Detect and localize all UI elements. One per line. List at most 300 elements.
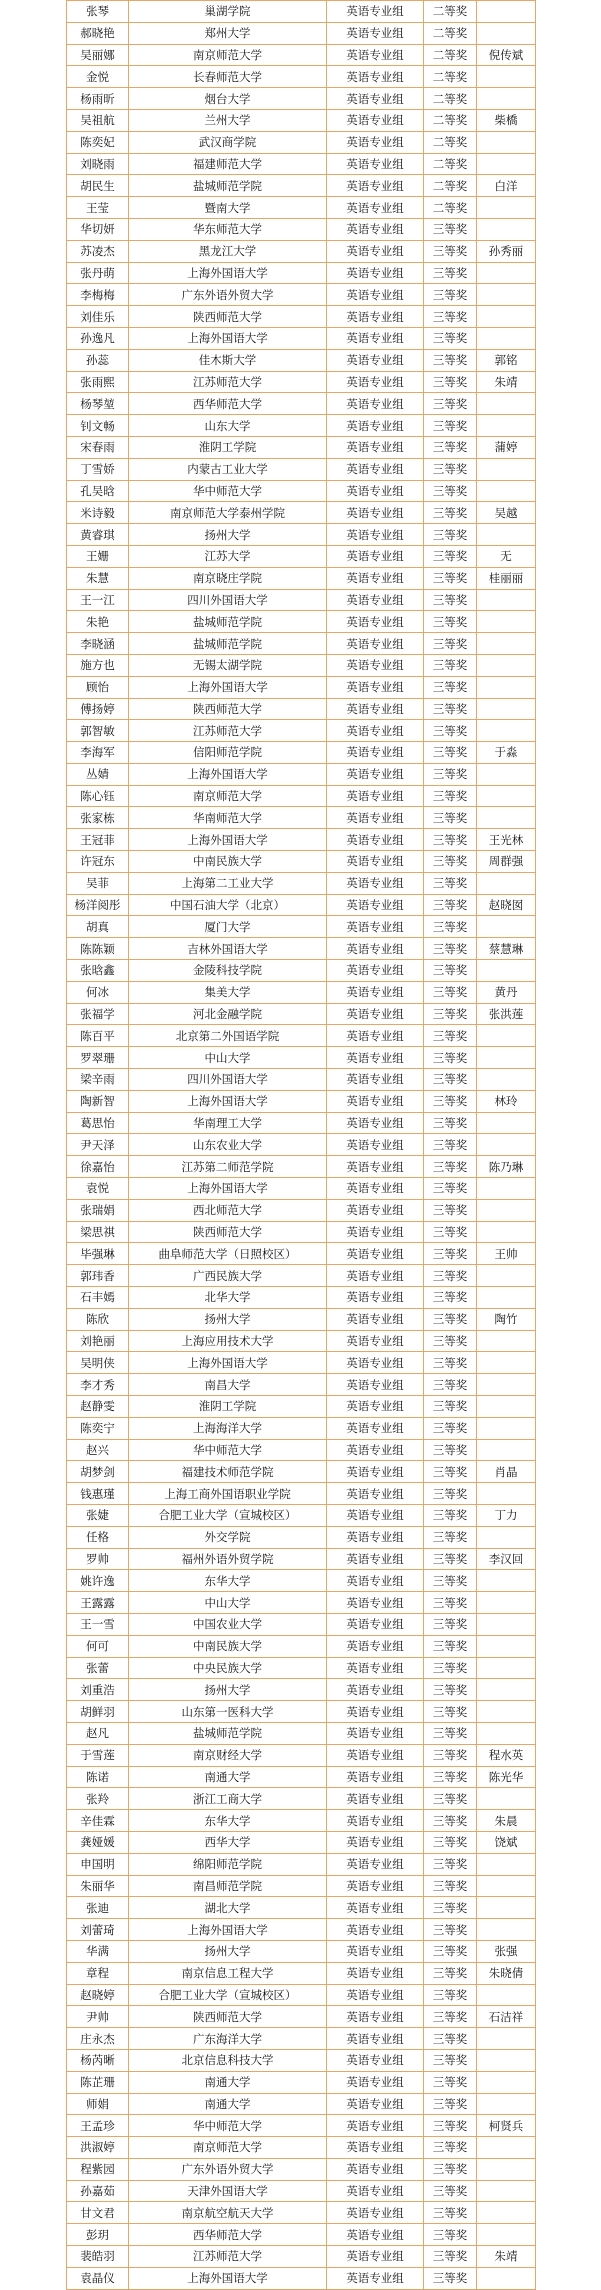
table-row [67,785,536,807]
table-row [67,393,536,415]
group-cell: 英语专业组 [327,894,424,916]
school-cell: 佳木斯大学 [129,349,327,371]
prize-cell: 三等奖 [424,1657,477,1679]
prize-cell: 三等奖 [424,960,477,982]
group-cell: 英语专业组 [327,851,424,873]
group-cell: 英语专业组 [327,109,424,131]
teacher-cell [477,2028,536,2050]
school-cell: 巢湖学院 [129,1,327,23]
group-cell: 英语专业组 [327,1265,424,1287]
winner-name-cell: 陶新智 [67,1090,129,1112]
school-cell: 华中师范大学 [129,2115,327,2137]
teacher-cell [477,415,536,437]
winner-name-cell: 梁思祺 [67,1221,129,1243]
school-cell: 南通大学 [129,2071,327,2093]
winner-name-cell: 任格 [67,1526,129,1548]
prize-cell: 三等奖 [424,2071,477,2093]
prize-cell: 三等奖 [424,2202,477,2224]
winner-name-cell: 赵凡 [67,1722,129,1744]
table-row [67,567,536,589]
prize-cell: 三等奖 [424,1875,477,1897]
winner-name-cell: 张福学 [67,1003,129,1025]
award-table-body [67,1,536,2290]
school-cell: 江苏第二师范学院 [129,1156,327,1178]
group-cell: 英语专业组 [327,1635,424,1657]
group-cell: 英语专业组 [327,742,424,764]
school-cell: 上海外国语大学 [129,763,327,785]
school-cell: 无锡太湖学院 [129,654,327,676]
group-cell: 英语专业组 [327,2071,424,2093]
prize-cell: 三等奖 [424,1352,477,1374]
school-cell: 广西民族大学 [129,1265,327,1287]
group-cell: 英语专业组 [327,524,424,546]
table-row [67,240,536,262]
table-row [67,938,536,960]
table-row [67,1526,536,1548]
winner-name-cell: 张雨熙 [67,371,129,393]
prize-cell: 三等奖 [424,2049,477,2071]
table-row [67,1134,536,1156]
school-cell: 中央民族大学 [129,1657,327,1679]
table-row [67,2093,536,2115]
prize-cell: 三等奖 [424,2093,477,2115]
winner-name-cell: 梁辛雨 [67,1069,129,1091]
school-cell: 江苏师范大学 [129,371,327,393]
group-cell: 英语专业组 [327,197,424,219]
winner-name-cell: 彭玥 [67,2224,129,2246]
school-cell: 南京师范大学泰州学院 [129,502,327,524]
winner-name-cell: 陈奕宁 [67,1417,129,1439]
winner-name-cell: 洪淑婷 [67,2137,129,2159]
prize-cell: 三等奖 [424,240,477,262]
table-row [67,1831,536,1853]
table-row [67,589,536,611]
winner-name-cell: 尹帅 [67,2006,129,2028]
group-cell: 英语专业组 [327,2028,424,2050]
teacher-cell: 朱靖 [477,2246,536,2268]
winner-name-cell: 郭玮香 [67,1265,129,1287]
winner-name-cell: 陈欣 [67,1308,129,1330]
group-cell: 英语专业组 [327,480,424,502]
winner-name-cell: 杨雨昕 [67,88,129,110]
prize-cell: 三等奖 [424,981,477,1003]
winner-name-cell: 刘蕾琦 [67,1919,129,1941]
school-cell: 上海外国语大学 [129,262,327,284]
prize-cell: 二等奖 [424,88,477,110]
table-row [67,306,536,328]
table-row [67,2267,536,2289]
school-cell: 福建技术师范学院 [129,1461,327,1483]
prize-cell: 三等奖 [424,742,477,764]
table-row [67,1330,536,1352]
winner-name-cell: 米诗毅 [67,502,129,524]
table-row [67,2071,536,2093]
group-cell: 英语专业组 [327,284,424,306]
school-cell: 上海外国语大学 [129,1090,327,1112]
school-cell: 陕西师范大学 [129,698,327,720]
table-row [67,1374,536,1396]
winner-name-cell: 吴明侠 [67,1352,129,1374]
teacher-cell [477,1287,536,1309]
table-row [67,1352,536,1374]
winner-name-cell: 宋春雨 [67,436,129,458]
group-cell: 英语专业组 [327,698,424,720]
group-cell: 英语专业组 [327,567,424,589]
teacher-cell [477,524,536,546]
prize-cell: 三等奖 [424,2158,477,2180]
school-cell: 南昌大学 [129,1374,327,1396]
group-cell: 英语专业组 [327,2180,424,2202]
group-cell: 英语专业组 [327,676,424,698]
table-row [67,480,536,502]
school-cell: 厦门大学 [129,916,327,938]
group-cell: 英语专业组 [327,1962,424,1984]
group-cell: 英语专业组 [327,763,424,785]
school-cell: 广东外语外贸大学 [129,2158,327,2180]
school-cell: 东华大学 [129,1570,327,1592]
table-row [67,545,536,567]
teacher-cell: 王帅 [477,1243,536,1265]
winner-name-cell: 刘佳乐 [67,306,129,328]
table-row [67,2006,536,2028]
winner-name-cell: 孔吴晗 [67,480,129,502]
winner-name-cell: 毕强琳 [67,1243,129,1265]
prize-cell: 二等奖 [424,44,477,66]
prize-cell: 三等奖 [424,502,477,524]
table-row [67,1003,536,1025]
table-row [67,1265,536,1287]
teacher-cell: 于淼 [477,742,536,764]
teacher-cell: 孙秀丽 [477,240,536,262]
winner-name-cell: 张丹萌 [67,262,129,284]
prize-cell: 三等奖 [424,1613,477,1635]
group-cell: 英语专业组 [327,22,424,44]
prize-cell: 三等奖 [424,1788,477,1810]
group-cell: 英语专业组 [327,327,424,349]
table-row [67,2246,536,2268]
school-cell: 淮阴工学院 [129,436,327,458]
school-cell: 南京师范大学 [129,2137,327,2159]
table-row [67,22,536,44]
school-cell: 上海工商外国语职业学院 [129,1483,327,1505]
prize-cell: 三等奖 [424,2180,477,2202]
winner-name-cell: 顾怡 [67,676,129,698]
group-cell: 英语专业组 [327,1483,424,1505]
prize-cell: 二等奖 [424,66,477,88]
table-row [67,1657,536,1679]
prize-cell: 三等奖 [424,2267,477,2289]
winner-name-cell: 陈心钰 [67,785,129,807]
school-cell: 上海外国语大学 [129,327,327,349]
teacher-cell [477,2071,536,2093]
prize-cell: 三等奖 [424,785,477,807]
group-cell: 英语专业组 [327,1134,424,1156]
teacher-cell: 林玲 [477,1090,536,1112]
prize-cell: 二等奖 [424,153,477,175]
school-cell: 合肥工业大学（宣城校区） [129,1984,327,2006]
winner-name-cell: 王露露 [67,1592,129,1614]
prize-cell: 三等奖 [424,1722,477,1744]
winner-name-cell: 王冠菲 [67,829,129,851]
prize-cell: 三等奖 [424,763,477,785]
group-cell: 英语专业组 [327,1940,424,1962]
group-cell: 英语专业组 [327,502,424,524]
group-cell: 英语专业组 [327,1984,424,2006]
group-cell: 英语专业组 [327,654,424,676]
teacher-cell [477,2224,536,2246]
table-row [67,458,536,480]
group-cell: 英语专业组 [327,589,424,611]
group-cell: 英语专业组 [327,2006,424,2028]
teacher-cell [477,88,536,110]
teacher-cell [477,2202,536,2224]
winner-name-cell: 袁晶仪 [67,2267,129,2289]
prize-cell: 三等奖 [424,1330,477,1352]
table-row [67,2158,536,2180]
group-cell: 英语专业组 [327,1592,424,1614]
group-cell: 英语专业组 [327,872,424,894]
prize-cell: 三等奖 [424,1112,477,1134]
teacher-cell [477,785,536,807]
teacher-cell [477,1396,536,1418]
winner-name-cell: 陈陈颖 [67,938,129,960]
teacher-cell: 倪传斌 [477,44,536,66]
teacher-cell [477,807,536,829]
group-cell: 英语专业组 [327,2093,424,2115]
group-cell: 英语专业组 [327,1613,424,1635]
group-cell: 英语专业组 [327,153,424,175]
winner-name-cell: 何冰 [67,981,129,1003]
table-row [67,44,536,66]
table-row [67,763,536,785]
winner-name-cell: 刘重浩 [67,1679,129,1701]
teacher-cell [477,916,536,938]
school-cell: 南京晓庄学院 [129,567,327,589]
prize-cell: 三等奖 [424,1526,477,1548]
group-cell: 英语专业组 [327,1090,424,1112]
table-row [67,218,536,240]
winner-name-cell: 刘晓雨 [67,153,129,175]
group-cell: 英语专业组 [327,1853,424,1875]
group-cell: 英语专业组 [327,1526,424,1548]
prize-cell: 三等奖 [424,1003,477,1025]
teacher-cell [477,698,536,720]
teacher-cell: 无 [477,545,536,567]
prize-cell: 三等奖 [424,349,477,371]
school-cell: 湖北大学 [129,1897,327,1919]
table-row [67,1897,536,1919]
table-row [67,720,536,742]
teacher-cell [477,66,536,88]
group-cell: 英语专业组 [327,436,424,458]
table-row [67,1199,536,1221]
winner-name-cell: 张迪 [67,1897,129,1919]
teacher-cell [477,1112,536,1134]
group-cell: 英语专业组 [327,981,424,1003]
prize-cell: 三等奖 [424,807,477,829]
table-row [67,1722,536,1744]
table-row [67,1940,536,1962]
group-cell: 英语专业组 [327,1461,424,1483]
school-cell: 北京信息科技大学 [129,2049,327,2071]
teacher-cell: 柴橋 [477,109,536,131]
winner-name-cell: 葛思怡 [67,1112,129,1134]
winner-name-cell: 朱丽华 [67,1875,129,1897]
prize-cell: 三等奖 [424,1396,477,1418]
winner-name-cell: 杨洋阅彤 [67,894,129,916]
table-row [67,872,536,894]
table-row [67,284,536,306]
prize-cell: 三等奖 [424,458,477,480]
school-cell: 淮阴工学院 [129,1396,327,1418]
winner-name-cell: 程紫园 [67,2158,129,2180]
prize-cell: 三等奖 [424,1766,477,1788]
teacher-cell: 赵晓囡 [477,894,536,916]
teacher-cell: 朱晨 [477,1810,536,1832]
group-cell: 英语专业组 [327,1919,424,1941]
prize-cell: 三等奖 [424,1069,477,1091]
group-cell: 英语专业组 [327,393,424,415]
table-row [67,349,536,371]
group-cell: 英语专业组 [327,1243,424,1265]
table-row [67,1396,536,1418]
winner-name-cell: 钊文畅 [67,415,129,437]
teacher-cell [477,676,536,698]
group-cell: 英语专业组 [327,88,424,110]
table-row [67,1069,536,1091]
school-cell: 天津外国语大学 [129,2180,327,2202]
prize-cell: 三等奖 [424,567,477,589]
group-cell: 英语专业组 [327,44,424,66]
table-row [67,2202,536,2224]
teacher-cell [477,1722,536,1744]
prize-cell: 三等奖 [424,1156,477,1178]
school-cell: 南昌师范学院 [129,1875,327,1897]
prize-cell: 三等奖 [424,218,477,240]
winner-name-cell: 丁雪娇 [67,458,129,480]
prize-cell: 三等奖 [424,1635,477,1657]
award-list-sheet [66,0,535,2290]
winner-name-cell: 陈奕妃 [67,131,129,153]
prize-cell: 三等奖 [424,1744,477,1766]
teacher-cell [477,1570,536,1592]
winner-name-cell: 吴丽娜 [67,44,129,66]
teacher-cell: 黄丹 [477,981,536,1003]
teacher-cell: 郭铭 [477,349,536,371]
group-cell: 英语专业组 [327,1330,424,1352]
school-cell: 西北师范大学 [129,1199,327,1221]
prize-cell: 三等奖 [424,1025,477,1047]
group-cell: 英语专业组 [327,1156,424,1178]
teacher-cell [477,1221,536,1243]
teacher-cell [477,1657,536,1679]
prize-cell: 三等奖 [424,2224,477,2246]
winner-name-cell: 苏凌杰 [67,240,129,262]
teacher-cell [477,393,536,415]
prize-cell: 三等奖 [424,2006,477,2028]
teacher-cell [477,22,536,44]
teacher-cell [477,720,536,742]
table-row [67,153,536,175]
table-row [67,2137,536,2159]
group-cell: 英语专业组 [327,916,424,938]
prize-cell: 三等奖 [424,1504,477,1526]
winner-name-cell: 于雪莲 [67,1744,129,1766]
prize-cell: 三等奖 [424,415,477,437]
group-cell: 英语专业组 [327,2246,424,2268]
group-cell: 英语专业组 [327,240,424,262]
winner-name-cell: 庄永杰 [67,2028,129,2050]
teacher-cell [477,1788,536,1810]
teacher-cell [477,1025,536,1047]
teacher-cell: 陈光华 [477,1766,536,1788]
table-row [67,1788,536,1810]
teacher-cell [477,2267,536,2289]
table-row [67,415,536,437]
table-row [67,1744,536,1766]
school-cell: 四川外国语大学 [129,589,327,611]
school-cell: 北京第二外国语学院 [129,1025,327,1047]
prize-cell: 三等奖 [424,1940,477,1962]
prize-cell: 三等奖 [424,1287,477,1309]
winner-name-cell: 罗帅 [67,1548,129,1570]
prize-cell: 三等奖 [424,1984,477,2006]
school-cell: 山东大学 [129,415,327,437]
table-row [67,2180,536,2202]
table-row [67,1592,536,1614]
group-cell: 英语专业组 [327,1570,424,1592]
prize-cell: 三等奖 [424,262,477,284]
winner-name-cell: 王孟珍 [67,2115,129,2137]
school-cell: 吉林外国语大学 [129,938,327,960]
school-cell: 绵阳师范学院 [129,1853,327,1875]
school-cell: 盐城师范学院 [129,633,327,655]
winner-name-cell: 章程 [67,1962,129,1984]
table-row [67,1025,536,1047]
prize-cell: 三等奖 [424,2137,477,2159]
group-cell: 英语专业组 [327,611,424,633]
group-cell: 英语专业组 [327,175,424,197]
prize-cell: 三等奖 [424,1592,477,1614]
school-cell: 山东农业大学 [129,1134,327,1156]
school-cell: 上海外国语大学 [129,676,327,698]
teacher-cell: 程水英 [477,1744,536,1766]
table-row [67,807,536,829]
group-cell: 英语专业组 [327,2158,424,2180]
teacher-cell: 桂丽丽 [477,567,536,589]
teacher-cell [477,872,536,894]
table-row [67,829,536,851]
teacher-cell: 陶竹 [477,1308,536,1330]
teacher-cell: 朱靖 [477,371,536,393]
prize-cell: 三等奖 [424,1548,477,1570]
school-cell: 四川外国语大学 [129,1069,327,1091]
school-cell: 南京信息工程大学 [129,1962,327,1984]
winner-name-cell: 师娟 [67,2093,129,2115]
winner-name-cell: 吴祖航 [67,109,129,131]
prize-cell: 三等奖 [424,524,477,546]
winner-name-cell: 张家栋 [67,807,129,829]
teacher-cell: 李汉回 [477,1548,536,1570]
table-row [67,1875,536,1897]
school-cell: 江苏师范大学 [129,2246,327,2268]
winner-name-cell: 王姗 [67,545,129,567]
teacher-cell [477,1069,536,1091]
table-row [67,1962,536,1984]
prize-cell: 三等奖 [424,436,477,458]
winner-name-cell: 郝晓艳 [67,22,129,44]
prize-cell: 三等奖 [424,284,477,306]
